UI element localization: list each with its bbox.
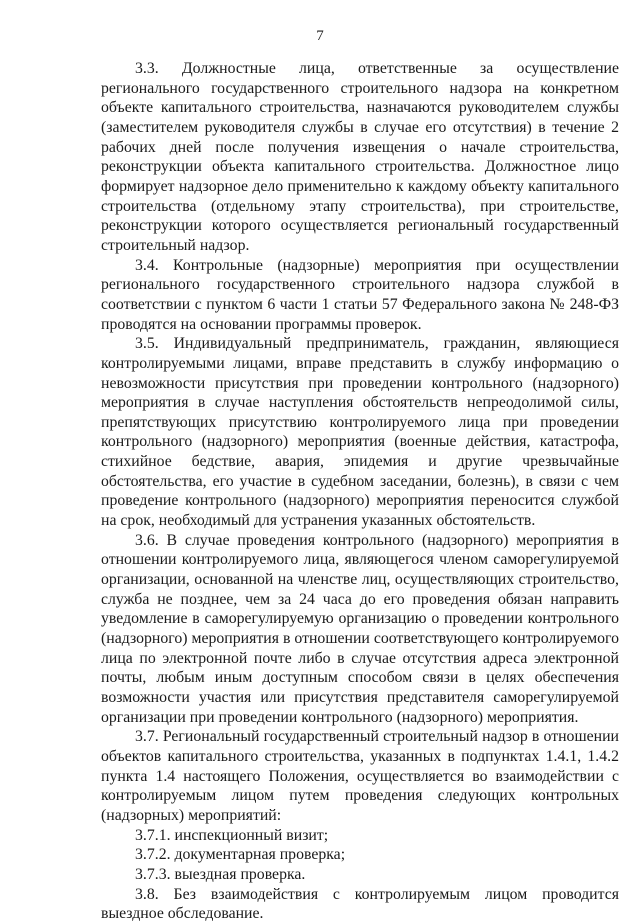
page-number: 7 [316, 28, 324, 44]
paragraph-3-7-2: 3.7.2. документарная проверка; [135, 846, 346, 864]
paragraph-3-4: 3.4. Контрольные (надзорные) мероприятия при осуществлении регионального государственного строительного надзора службой в соответствии с пунктом 6 части 1 статьи 57 Федерального закона № 248-ФЗ проводятся на основании программы проверок. [101, 256, 619, 333]
paragraph-3-7: 3.7. Региональный государственный строительный надзор в отношении объектов капитального строительства, указанных в подпунктах 1.4.1, 1.4.2 пункта 1.4 настоящего Положения, осуществляется во взаимодействии с контролируемым лицом путем проведения следующих контрольных (надзорных) мероприятий: [101, 728, 619, 824]
paragraph-3-7-3: 3.7.3. выездная проверка. [135, 865, 306, 883]
paragraph-3-7-1: 3.7.1. инспекционный визит; [135, 826, 329, 844]
paragraph-3-5: 3.5. Индивидуальный предприниматель, гражданин, являющиеся контролируемыми лицами, вправе представить в службу информацию о невозможности присутствия при проведении контрольного (надзорного) мероприятия в случае наступления обстоятельств непреодолимой силы, препятствующих присутствию контролируемого лица при проведении контрольного (надзорного) мероприятия (военные действия, катастрофа, стихийное бедствие, авария, эпидемия и другие чрезвычайные обстоятельства, его участие в судебном заседании, болезнь), в связи с чем проведение контрольного (надзорного) мероприятия переносится службой на срок, необходимый для устранения указанных обстоятельств. [101, 335, 619, 530]
document-body [101, 59, 619, 924]
paragraph-3-8: 3.8. Без взаимодействия с контролируемым лицом проводится выездное обследование. [101, 885, 619, 923]
paragraph-3-6: 3.6. В случае проведения контрольного (надзорного) мероприятия в отношении контролируемого лица, являющегося членом саморегулируемой организации, основанной на членстве лиц, осуществляющих строительство, служба не позднее, чем за 24 часа до его проведения обязан направить уведомление в саморегулируемую организацию о проведении контрольного (надзорного) мероприятия в отношении соответствующего контролируемого лица по электронной почте либо в случае отсутствия адреса электронной почты, любым иным доступным способом связи в целях обеспечения возможности участия или присутствия представителя саморегулируемой организации при проведении контрольного (надзорного) мероприятия. [101, 531, 619, 726]
paragraph-3-3: 3.3. Должностные лица, ответственные за осуществление регионального государственного строительного надзора на конкретном объекте капитального строительства, назначаются руководителем службы (заместителем руководителя службы в случае его отсутствия) в течение 2 рабочих дней после получения извещения о начале строительства, реконструкции объекта капитального строительства. Должностное лицо формирует надзорное дело применительно к каждому объекту капитального строительства (отдельному этапу строительства), при строительстве, реконструкции которого осуществляется региональный государственный строительный надзор. [101, 60, 619, 254]
